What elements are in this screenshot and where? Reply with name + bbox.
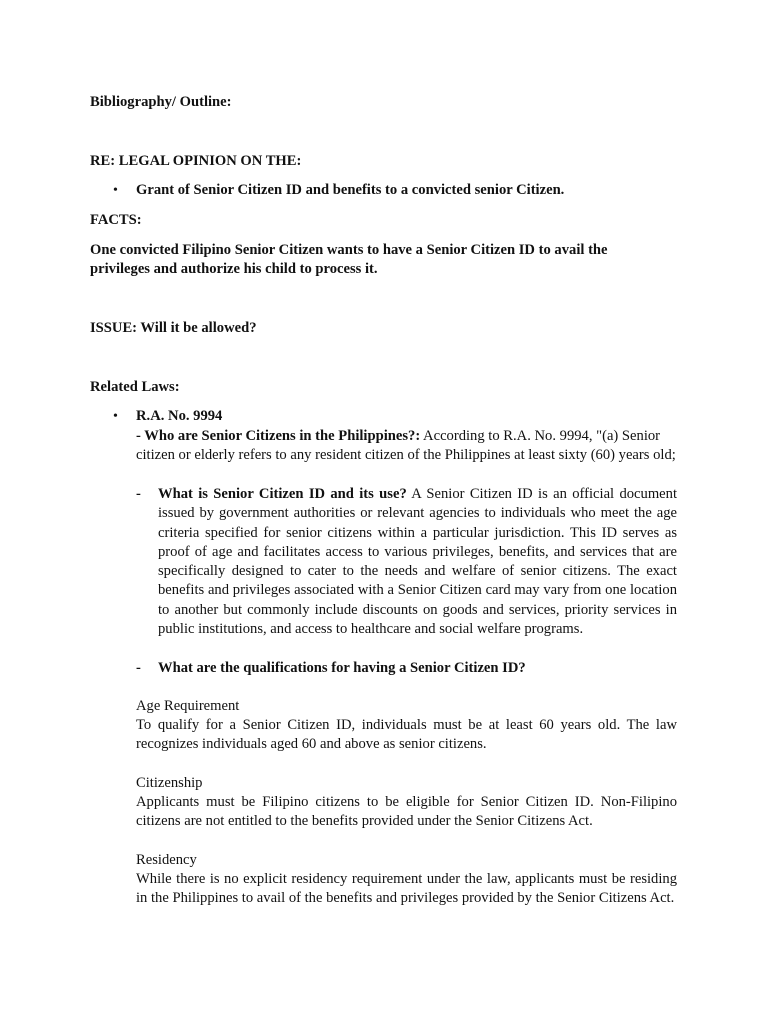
age-heading: Age Requirement bbox=[136, 698, 240, 714]
facts-heading: FACTS: bbox=[90, 212, 142, 228]
age-text: To qualify for a Senior Citizen ID, individuals must be at least 60 years old. The law recognizes individuals aged 60 and above as senior citizens. bbox=[136, 717, 677, 753]
id-answer: A Senior Citizen ID is an official document issued by government authorities or relevant agencies to individuals who meet the age criteria specified for senior citizens within a particular jurisdiction. This ID serves as proof of age and facilitates access to various privileges, benefits, and services that are specifically designed to cater to the needs and welfare of senior citizens. The exact benefits and privileges associated with a Senior Citizen card may vary from one location to another but commonly include discounts on goods and services, priority services in public institutions, and access to healthcare and social welfare programs. bbox=[158, 486, 678, 638]
who-paragraph bbox=[136, 427, 676, 466]
who-answer: According to R.A. No. 9994, "(a) Senior citizen or elderly refers to any resident citizen of the Philippines at least sixty (60) years old; bbox=[136, 428, 676, 464]
ra-title: R.A. No. 9994 bbox=[136, 408, 223, 424]
bullet-icon: • bbox=[113, 183, 118, 198]
facts-text: One convicted Filipino Senior Citizen wants to have a Senior Citizen ID to avail the privileges and authorize his child to process it. bbox=[90, 242, 608, 278]
citizenship-text: Applicants must be Filipino citizens to be eligible for Senior Citizen ID. Non-Filipino citizens are not entitled to the benefits provided under the Senior Citizens Act. bbox=[136, 794, 677, 830]
residency-text: While there is no explicit residency requirement under the law, applicants must be residing in the Philippines to avail of the benefits and privileges provided by the Senior Citizens Act. bbox=[136, 871, 677, 907]
who-question: - Who are Senior Citizens in the Philippines?: bbox=[136, 428, 421, 444]
related-laws-heading: Related Laws: bbox=[90, 379, 180, 395]
residency-heading: Residency bbox=[136, 852, 197, 868]
dash-icon: - bbox=[136, 660, 141, 676]
id-paragraph bbox=[158, 485, 677, 639]
issue-line: ISSUE: Will it be allowed? bbox=[90, 320, 257, 336]
re-line: RE: LEGAL OPINION ON THE: bbox=[90, 153, 302, 169]
bullet-icon: • bbox=[113, 409, 118, 424]
qualifications-question: What are the qualifications for having a Senior Citizen ID? bbox=[158, 660, 526, 676]
dash-icon: - bbox=[136, 486, 141, 502]
grant-item: Grant of Senior Citizen ID and benefits to a convicted senior Citizen. bbox=[136, 182, 565, 198]
id-question: What is Senior Citizen ID and its use? bbox=[158, 486, 407, 502]
bibliography-heading: Bibliography/ Outline: bbox=[90, 94, 232, 110]
citizenship-heading: Citizenship bbox=[136, 775, 203, 791]
